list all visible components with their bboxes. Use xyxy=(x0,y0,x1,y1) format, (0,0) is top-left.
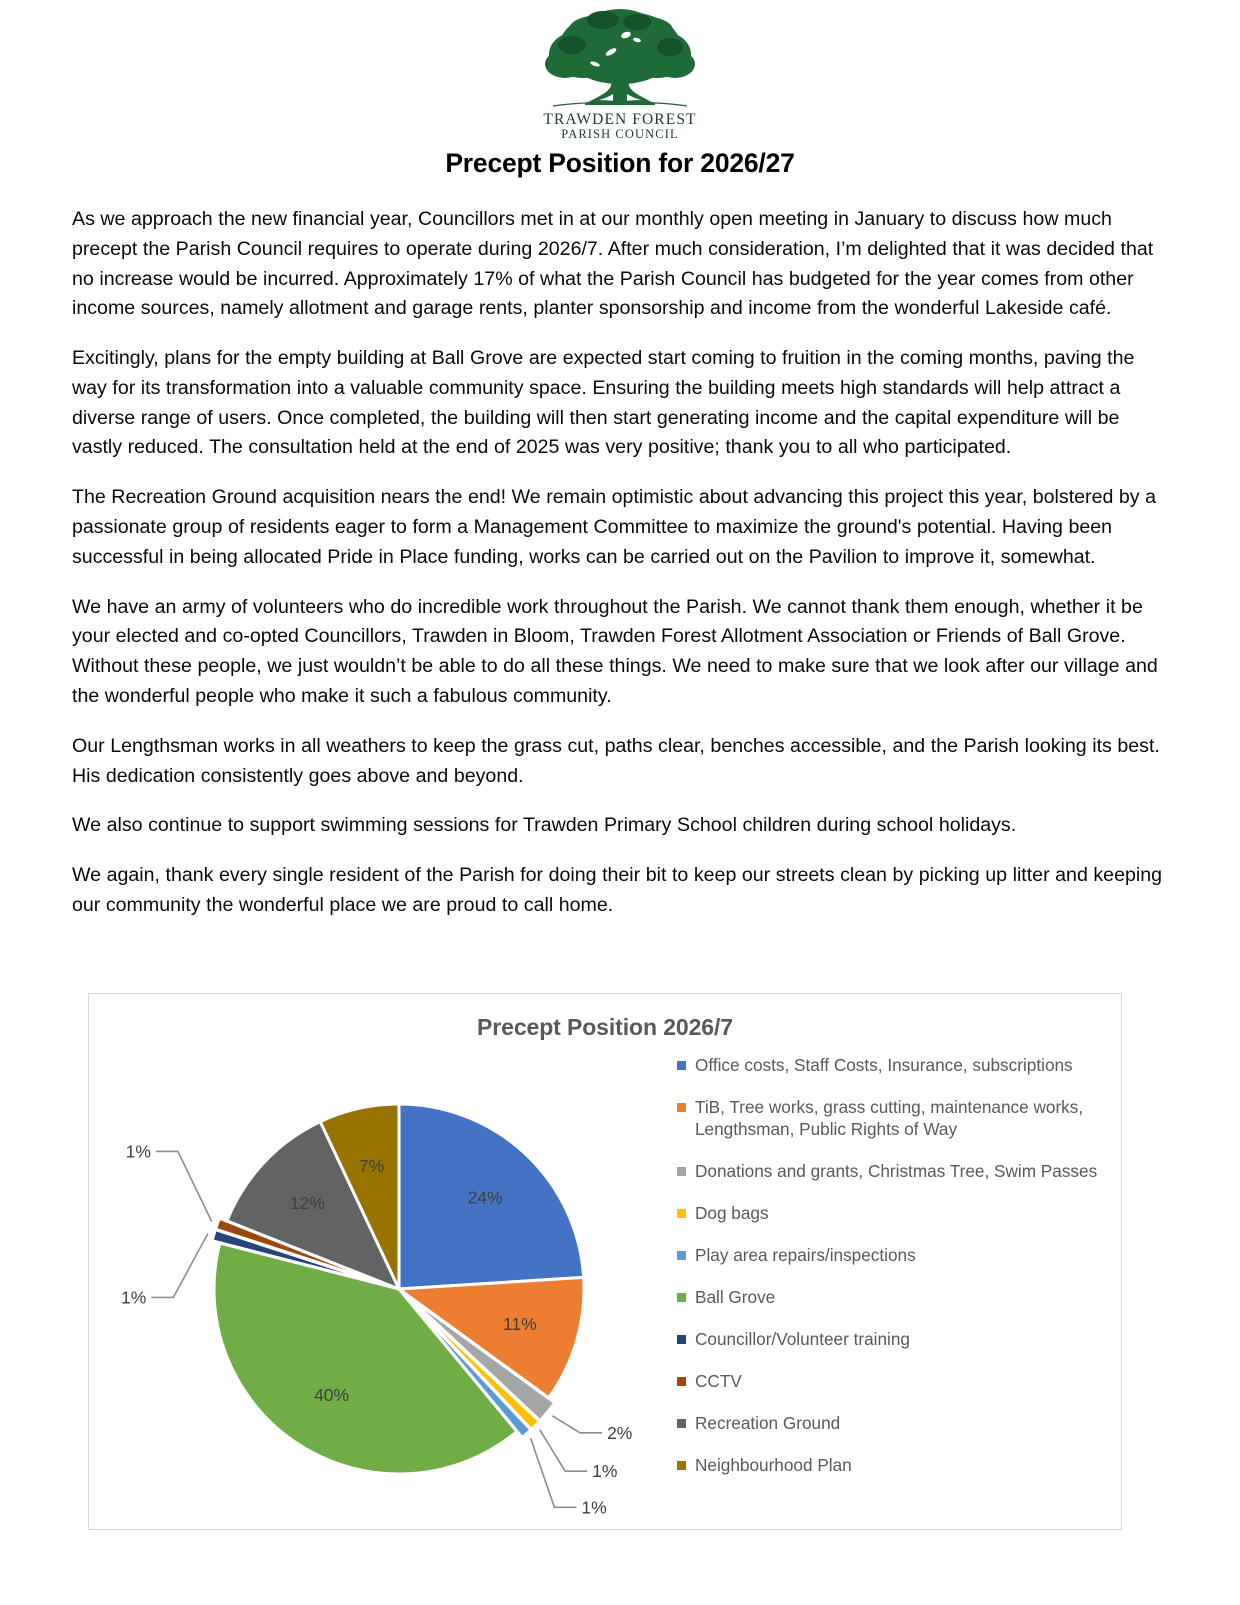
paragraph-2: Excitingly, plans for the empty building at Ball Grove are expected start coming to fruition in the coming months, paving the way for its transformation into a valuable community space. Ensuring the building meets high standards will help attract a diverse range of users. Once completed, the building will then start generating income and the capital expenditure will be vastly reduced. The consultation held at the end of 2025 was very positive; thank you to all who participated. xyxy=(72,347,1135,459)
legend-item-label: Office costs, Staff Costs, Insurance, subscriptions xyxy=(695,1055,1073,1075)
legend-item[interactable] xyxy=(677,1454,1107,1476)
paragraph-1: As we approach the new financial year, Councillors met in at our monthly open meeting in January to discuss how much precept the Parish Council requires to operate during 2026/7. After much consideration, I’m delighted that it was decided that no increase would be incurred. Approximately 17% of what the Parish Council has budgeted for the year comes from other income sources, namely allotment and garage rents, planter sponsorship and income from the wonderful Lakeside café. xyxy=(72,208,1154,320)
pie-label-leader-line xyxy=(151,1233,208,1297)
paragraph-6: We also continue to support swimming sessions for Trawden Primary School children during school holidays. xyxy=(72,814,1017,837)
legend-item-label: Recreation Ground xyxy=(695,1413,841,1434)
legend-item-label: Ball Grove xyxy=(695,1287,776,1308)
paragraph-5: Our Lengthsman works in all weathers to keep the grass cut, paths clear, benches accessible, and the Parish looking its best. His dedication consistently goes above and beyond. xyxy=(72,734,1160,787)
pie-label-leader-line xyxy=(531,1438,577,1507)
paragraph-7: We again, thank every single resident of the Parish for doing their bit to keep our streets clean by picking up litter and keeping our community the wonderful place we are proud to call home. xyxy=(72,864,1163,916)
legend-item[interactable] xyxy=(677,1054,1107,1076)
legend-swatch-icon xyxy=(677,1209,686,1218)
pie-plot-area xyxy=(121,1064,709,1518)
legend-item[interactable] xyxy=(677,1286,1107,1308)
legend-item-label: TiB, Tree works, grass cutting, maintenance works, Lengthsman, Public Rights of Way xyxy=(695,1097,1084,1140)
pie-label-leader-line xyxy=(552,1416,602,1433)
legend-swatch-icon xyxy=(677,1251,686,1260)
pie-slice-value-label: 12% xyxy=(289,1192,325,1213)
legend-swatch-icon xyxy=(677,1103,686,1112)
legend-item-label: CCTV xyxy=(695,1371,742,1392)
legend-item-label: Councillor/Volunteer training xyxy=(695,1329,910,1350)
legend-swatch-icon xyxy=(677,1167,686,1176)
pie-slice-value-label: 1% xyxy=(581,1497,607,1518)
legend-item-label: Donations and grants, Christmas Tree, Swim Passes xyxy=(695,1161,1098,1182)
legend-swatch-icon xyxy=(677,1377,686,1386)
legend-swatch-icon xyxy=(677,1419,686,1428)
legend-swatch-icon xyxy=(677,1461,686,1470)
chart-legend xyxy=(677,1054,1107,1496)
legend-item[interactable] xyxy=(677,1370,1107,1392)
legend-item[interactable] xyxy=(677,1244,1107,1266)
pie-slice-value-label: 1% xyxy=(592,1461,618,1482)
legend-swatch-icon xyxy=(677,1061,686,1070)
pie-slice-value-label: 7% xyxy=(358,1156,385,1177)
logo-header xyxy=(0,0,1240,142)
document-body xyxy=(0,205,1240,921)
paragraph-3: The Recreation Ground acquisition nears the end! We remain optimistic about advancing this project this year, bolstered by a passionate group of residents eager to form a Management Committee to maximize the ground's potential. Having been successful in being allocated Pride in Place funding, works can be carried out on the Pavilion to improve it, somewhat. xyxy=(72,486,1157,568)
trawden-forest-parish-council-logo xyxy=(525,2,715,142)
legend-item-label: Neighbourhood Plan xyxy=(695,1455,852,1476)
logo-line1-text: TRAWDEN FOREST xyxy=(543,111,697,128)
pie-slice-value-label: 1% xyxy=(125,1141,151,1162)
legend-item[interactable] xyxy=(677,1202,1107,1224)
pie-slice-value-label: 2% xyxy=(607,1422,633,1443)
legend-item-label: Dog bags xyxy=(695,1203,769,1224)
paragraph-4: We have an army of volunteers who do incredible work throughout the Parish. We cannot thank them enough, whether it be your elected and co-opted Councillors, Trawden in Bloom, Trawden Forest Allotment Association or Friends of Ball Grove. Without these people, we just wouldn’t be able to do all these things. We need to make sure that we look after our village and the wonderful people who make it such a fabulous community. xyxy=(72,595,1158,707)
pie-slice-value-label: 24% xyxy=(467,1187,503,1208)
logo-line2-text: PARISH COUNCIL xyxy=(561,127,679,141)
pie-slice-value-label: 1% xyxy=(121,1287,147,1308)
pie-slice-value-label: 40% xyxy=(314,1385,350,1406)
legend-swatch-icon xyxy=(677,1293,686,1302)
legend-item-label: Play area repairs/inspections xyxy=(695,1245,916,1266)
chart-title: Precept Position 2026/7 xyxy=(477,1014,733,1040)
legend-item[interactable] xyxy=(677,1096,1107,1140)
legend-item[interactable] xyxy=(677,1412,1107,1434)
legend-item[interactable] xyxy=(677,1160,1107,1182)
precept-pie-chart xyxy=(88,993,1122,1530)
page-title: Precept Position for 2026/27 xyxy=(445,148,795,178)
legend-item[interactable] xyxy=(677,1328,1107,1350)
legend-swatch-icon xyxy=(677,1335,686,1344)
pie-slice-value-label: 11% xyxy=(502,1314,537,1335)
pie-label-leader-line xyxy=(540,1430,587,1471)
pie-label-leader-line xyxy=(156,1151,212,1221)
